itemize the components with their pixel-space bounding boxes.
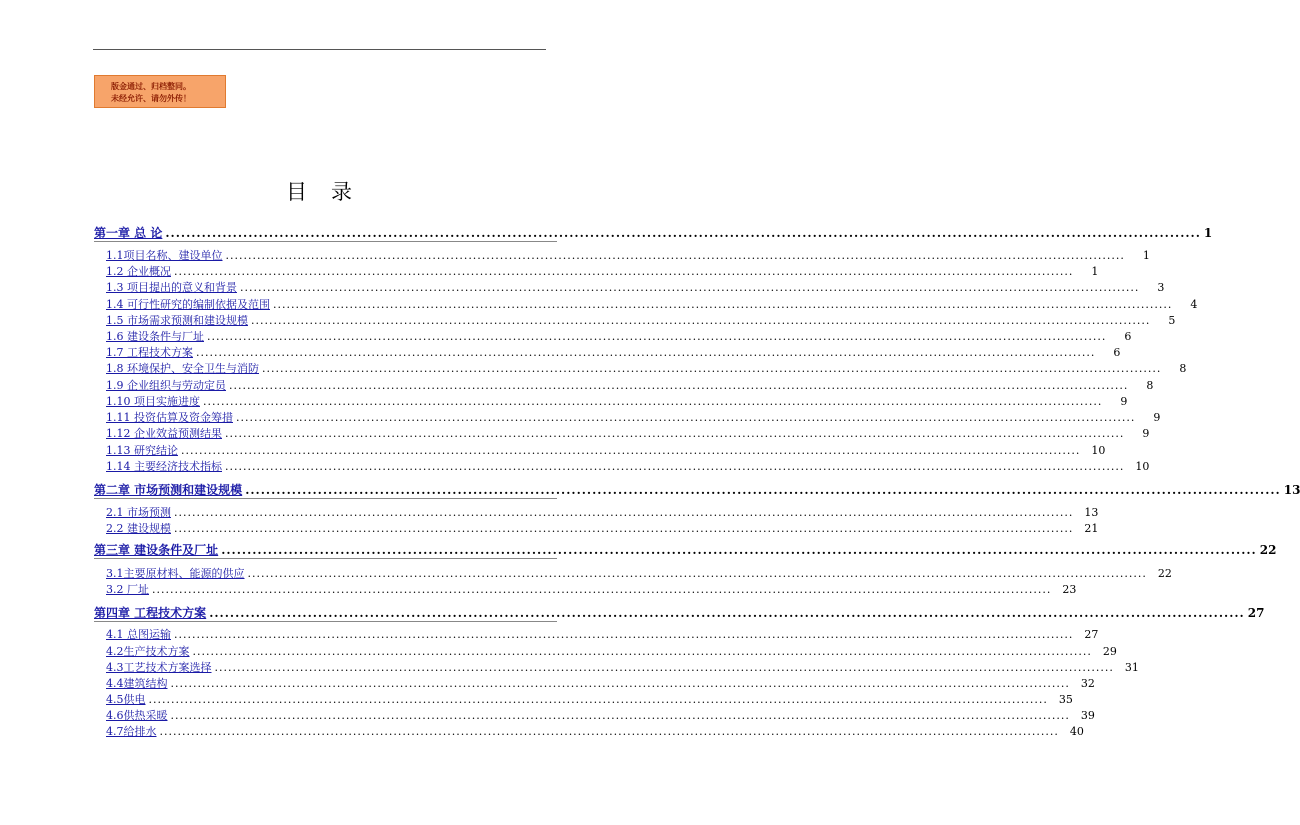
toc-entry-link[interactable]: 1.2 企业概况 (106, 265, 171, 278)
toc-page-number: 22 (1259, 543, 1277, 557)
toc-page-number: 23 (1062, 583, 1077, 596)
toc-entry-link[interactable]: 1.1项目名称、建设单位 (106, 249, 223, 262)
toc-entry-link[interactable]: 2.1 市场预测 (106, 506, 171, 519)
toc-entry-link[interactable]: 1.9 企业组织与劳动定员 (106, 379, 226, 392)
dot-leader: ........................................................................................................................................................................................................ (240, 281, 1140, 294)
toc-page-number: 1 (1142, 249, 1150, 262)
dot-leader: ........................................................................................................................................................................................................ (174, 506, 1074, 519)
confidential-stamp (94, 75, 226, 108)
toc-section-entry[interactable] (106, 691, 1073, 707)
toc-page-number: 6 (1124, 330, 1132, 343)
toc-section-entry[interactable] (106, 659, 1139, 675)
toc-section-entry[interactable] (106, 360, 1187, 376)
dot-leader: ........................................................................................................................................................................................................ (273, 298, 1173, 311)
toc-entry-link[interactable]: 4.4建筑结构 (106, 677, 168, 690)
toc-page-number: 9 (1142, 427, 1150, 440)
toc-section-entry[interactable] (106, 263, 1099, 279)
toc-page-number: 4 (1190, 298, 1198, 311)
toc-section-entry[interactable] (106, 643, 1117, 659)
dot-leader: ........................................................................................................................................................................................................ (251, 314, 1151, 327)
toc-entry-link[interactable]: 4.3工艺技术方案选择 (106, 661, 212, 674)
toc-section-entry[interactable] (106, 296, 1198, 312)
toc-section-entry[interactable] (106, 279, 1165, 295)
toc-page-number: 27 (1084, 628, 1099, 641)
dot-leader: ........................................................................................................................................................................................................ (207, 330, 1107, 343)
toc-page-number: 35 (1058, 693, 1073, 706)
toc-section-entry[interactable] (106, 442, 1106, 458)
toc-page-number: 6 (1113, 346, 1121, 359)
toc-page-number: 5 (1168, 314, 1176, 327)
dot-leader: ........................................................................................................................................................................................................ (192, 645, 1092, 658)
toc-entry-link[interactable]: 1.12 企业效益预测结果 (106, 427, 222, 440)
toc-chapter-entry[interactable] (94, 604, 1265, 620)
toc-section-entry[interactable] (106, 409, 1161, 425)
dot-leader: ........................................................................................................................................................................................................ (247, 567, 1147, 580)
toc-entry-link[interactable]: 第二章 市场预测和建设规模 (94, 483, 243, 497)
toc-page-number: 29 (1102, 645, 1117, 658)
toc-page-number: 10 (1135, 460, 1150, 473)
toc-page-number: 32 (1080, 677, 1095, 690)
toc-entry-link[interactable]: 1.5 市场需求预测和建设规模 (106, 314, 248, 327)
toc-entry-link[interactable]: 第三章 建设条件及厂址 (94, 543, 219, 557)
toc-entry-link[interactable]: 1.10 项目实施进度 (106, 395, 200, 408)
chapter-rule (94, 241, 557, 242)
dot-leader: ........................................................................................................................................................................................................ (262, 362, 1162, 375)
toc-entry-link[interactable]: 2.2 建设规模 (106, 522, 171, 535)
toc-entry-link[interactable]: 3.1主要原材料、能源的供应 (106, 567, 245, 580)
toc-page-number: 10 (1091, 444, 1106, 457)
toc-section-entry[interactable] (106, 675, 1095, 691)
dot-leader: ........................................................................................................................................................................................................ (170, 677, 1070, 690)
page-title: 目录 (286, 180, 376, 204)
toc-page-number: 40 (1069, 725, 1084, 738)
toc-entry-link[interactable]: 4.5供电 (106, 693, 146, 706)
dot-leader: ........................................................................................................................................................................................................ (174, 522, 1074, 535)
toc-entry-link[interactable]: 1.8 环境保护、安全卫生与消防 (106, 362, 259, 375)
toc-section-entry[interactable] (106, 504, 1099, 520)
toc-entry-link[interactable]: 4.2生产技术方案 (106, 645, 190, 658)
toc-page-number: 22 (1157, 567, 1172, 580)
toc-page-number: 39 (1080, 709, 1095, 722)
toc-section-entry[interactable] (106, 247, 1150, 263)
dot-leader: ........................................................................................................................................................................................................ (181, 444, 1081, 457)
toc-entry-link[interactable]: 第一章 总 论 (94, 226, 163, 240)
toc-page-number: 13 (1283, 483, 1300, 497)
toc-entry-link[interactable]: 4.6供热采暖 (106, 709, 168, 722)
dot-leader: ........................................................................................................................................................................................................ (225, 249, 1125, 262)
toc-page-number: 8 (1179, 362, 1187, 375)
toc-chapter-entry[interactable] (94, 541, 1277, 557)
dot-leader: ........................................................................................................................................................................................................ (152, 583, 1052, 596)
toc-chapter-entry[interactable] (94, 481, 1300, 497)
toc-entry-link[interactable]: 4.1 总图运输 (106, 628, 171, 641)
dot-leader: ........................................................................................................................................................................................................ (236, 411, 1136, 424)
toc-section-entry[interactable] (106, 393, 1128, 409)
toc-page-number: 21 (1084, 522, 1099, 535)
chapter-rule (94, 621, 557, 622)
toc-entry-link[interactable]: 1.4 可行性研究的编制依据及范围 (106, 298, 270, 311)
dot-leader: ........................................................................................................................................................................................................ (225, 460, 1125, 473)
dot-leader: ........................................................................................................................................................................................................ (165, 226, 1201, 240)
chapter-rule (94, 498, 557, 499)
toc-page-number: 3 (1157, 281, 1165, 294)
toc-entry-link[interactable]: 4.7给排水 (106, 725, 157, 738)
stamp-line-1: 版金通过、归档整同。 (111, 82, 191, 91)
dot-leader: ........................................................................................................................................................................................................ (174, 265, 1074, 278)
toc-section-entry[interactable] (106, 425, 1150, 441)
toc-entry-link[interactable]: 1.3 项目提出的意义和背景 (106, 281, 237, 294)
toc-page-number: 1 (1091, 265, 1099, 278)
chapter-rule (94, 558, 557, 559)
toc-page-number: 8 (1146, 379, 1154, 392)
dot-leader: ........................................................................................................................................................................................................ (174, 628, 1074, 641)
stamp-line-2: 未经允许、请勿外传！ (111, 94, 191, 103)
dot-leader: ........................................................................................................................................................................................................ (229, 379, 1129, 392)
dot-leader: ........................................................................................................................................................................................................ (159, 725, 1059, 738)
toc-chapter-entry[interactable] (94, 224, 1213, 240)
dot-leader: ........................................................................................................................................................................................................ (225, 427, 1125, 440)
toc-section-entry[interactable] (106, 377, 1154, 393)
dot-leader: ........................................................................................................................................................................................................ (170, 709, 1070, 722)
toc-page-number: 31 (1124, 661, 1139, 674)
header-rule (93, 49, 546, 50)
dot-leader: ........................................................................................................................................................................................................ (203, 395, 1103, 408)
toc-section-entry[interactable] (106, 565, 1172, 581)
dot-leader: ........................................................................................................................................................................................................ (245, 483, 1281, 497)
toc-entry-link[interactable]: 1.11 投资估算及资金筹措 (106, 411, 233, 424)
toc-entry-link[interactable]: 1.14 主要经济技术指标 (106, 460, 222, 473)
toc-section-entry[interactable] (106, 312, 1176, 328)
toc-entry-link[interactable]: 第四章 工程技术方案 (94, 606, 207, 620)
toc-section-entry[interactable] (106, 707, 1095, 723)
toc-entry-link[interactable]: 1.13 研究结论 (106, 444, 178, 457)
toc-section-entry[interactable] (106, 581, 1077, 597)
toc-entry-link[interactable]: 1.6 建设条件与厂址 (106, 330, 204, 343)
toc-section-entry[interactable] (106, 626, 1099, 642)
toc-page-number: 9 (1120, 395, 1128, 408)
dot-leader: ........................................................................................................................................................................................................ (196, 346, 1096, 359)
dot-leader: ........................................................................................................................................................................................................ (148, 693, 1048, 706)
dot-leader: ........................................................................................................................................................................................................ (209, 606, 1245, 620)
toc-page-number: 13 (1084, 506, 1099, 519)
toc-entry-link[interactable]: 3.2 厂址 (106, 583, 149, 596)
dot-leader: ........................................................................................................................................................................................................ (221, 543, 1257, 557)
toc-page-number: 9 (1153, 411, 1161, 424)
toc-page-number: 27 (1247, 606, 1265, 620)
toc-section-entry[interactable] (106, 344, 1121, 360)
toc-page-number: 1 (1203, 226, 1213, 240)
toc-section-entry[interactable] (106, 520, 1099, 536)
toc-section-entry[interactable] (106, 328, 1132, 344)
toc-section-entry[interactable] (106, 458, 1150, 474)
dot-leader: ........................................................................................................................................................................................................ (214, 661, 1114, 674)
toc-entry-link[interactable]: 1.7 工程技术方案 (106, 346, 193, 359)
toc-section-entry[interactable] (106, 723, 1084, 739)
